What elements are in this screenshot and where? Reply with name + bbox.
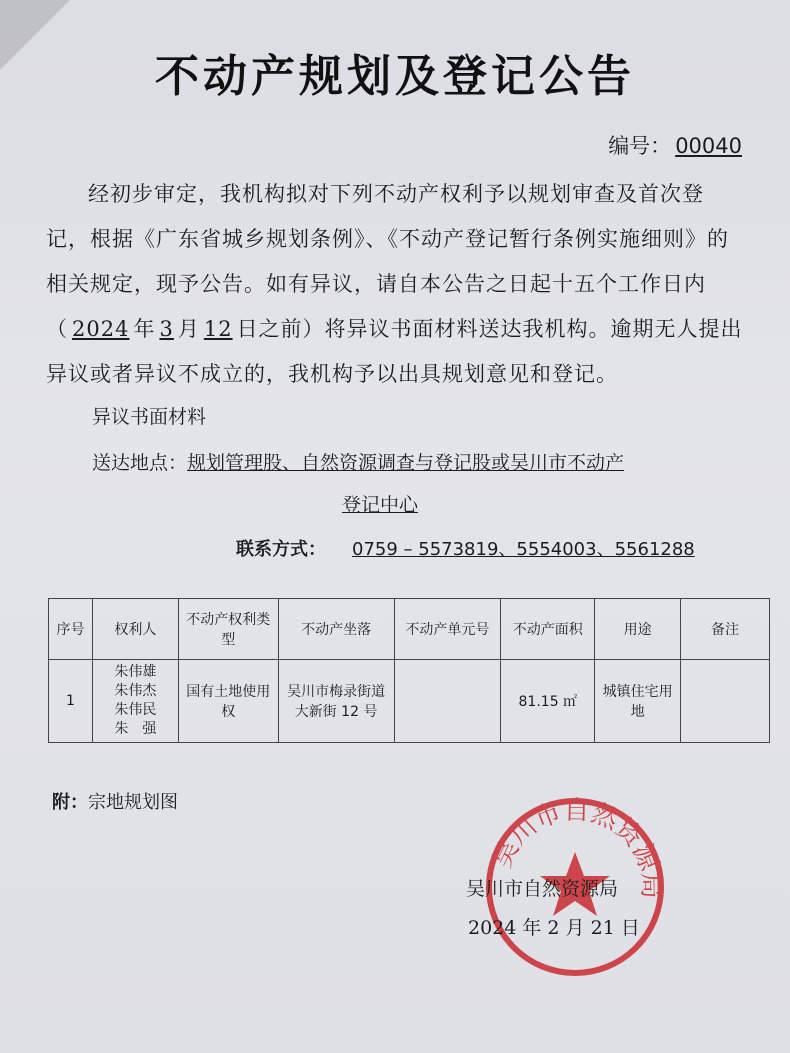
address-value-line1: 规划管理股、自然资源调查与登记股或吴川市不动产 xyxy=(187,452,625,474)
notice-body xyxy=(46,172,746,397)
issue-date: 2024 年 2 月 21 日 xyxy=(468,917,640,939)
materials-label: 异议书面材料 xyxy=(92,406,207,428)
cell-use: 城镇住宅用地 xyxy=(595,660,681,743)
header-use: 用途 xyxy=(595,599,681,660)
notice-title: 不动产规划及登记公告 xyxy=(155,51,635,102)
header-owner: 权利人 xyxy=(92,599,178,660)
serial-value: 00040 xyxy=(675,134,742,158)
owner-name: 朱 强 xyxy=(114,721,157,737)
cell-owners xyxy=(92,660,178,743)
attachment-value: 宗地规划图 xyxy=(88,792,178,813)
address-value-line2: 登记中心 xyxy=(342,494,419,516)
contact-value: 0759 – 5573819、5554003、5561288 xyxy=(352,539,695,560)
table-row xyxy=(49,660,770,743)
year-char: 年 xyxy=(133,317,156,341)
contact-line xyxy=(236,535,699,561)
serial-number xyxy=(608,130,742,160)
attachment-line xyxy=(52,788,178,814)
month-char: 月 xyxy=(177,317,200,341)
header-unit-no: 不动产单元号 xyxy=(394,599,501,660)
seal-text: 吴川市自然资源局 xyxy=(487,795,667,900)
cell-unit-no xyxy=(394,660,501,743)
deadline-day: 12 xyxy=(203,317,233,341)
header-right-type: 不动产权利类型 xyxy=(178,599,278,660)
owner-name: 朱伟雄 xyxy=(114,664,157,680)
owner-name: 朱伟杰 xyxy=(114,683,157,699)
owner-name: 朱伟民 xyxy=(114,702,157,718)
deadline-year: 2024 xyxy=(72,317,130,341)
cell-right-type: 国有土地使用权 xyxy=(178,660,278,743)
cell-area: 81.15 ㎡ xyxy=(501,660,595,743)
body-part1: 经初步审定，我机构拟对下列不动产权利予以规划审查及首次登记，根据《广东省城乡规划条例》、《不动产登记暂行条例实施细则》的相关规定，现予公告。如有异议，请自本公告之日起十五个工作日内（ xyxy=(46,182,729,341)
header-location: 不动产坐落 xyxy=(278,599,394,660)
attachment-label: 附： xyxy=(52,792,88,813)
deadline-month: 3 xyxy=(159,317,174,341)
address-line xyxy=(92,448,624,475)
property-table xyxy=(48,598,770,743)
contact-label: 联系方式： xyxy=(236,539,326,560)
header-area: 不动产面积 xyxy=(501,599,595,660)
body-part2: 日之前）将异议书面材料送达我机构。逾期无人提出异议或者异议不成立的，我机构予以出具规划意见和登记。 xyxy=(46,317,743,386)
cell-index: 1 xyxy=(49,660,93,743)
header-remark: 备注 xyxy=(681,599,770,660)
serial-label: 编号： xyxy=(608,134,672,158)
table-header-row xyxy=(49,599,770,660)
issuer-name: 吴川市自然资源局 xyxy=(466,878,619,900)
cell-remark xyxy=(681,660,770,743)
cell-location: 吴川市梅录街道大新街 12 号 xyxy=(278,660,394,743)
address-label: 送达地点： xyxy=(92,452,188,474)
header-index: 序号 xyxy=(49,599,93,660)
